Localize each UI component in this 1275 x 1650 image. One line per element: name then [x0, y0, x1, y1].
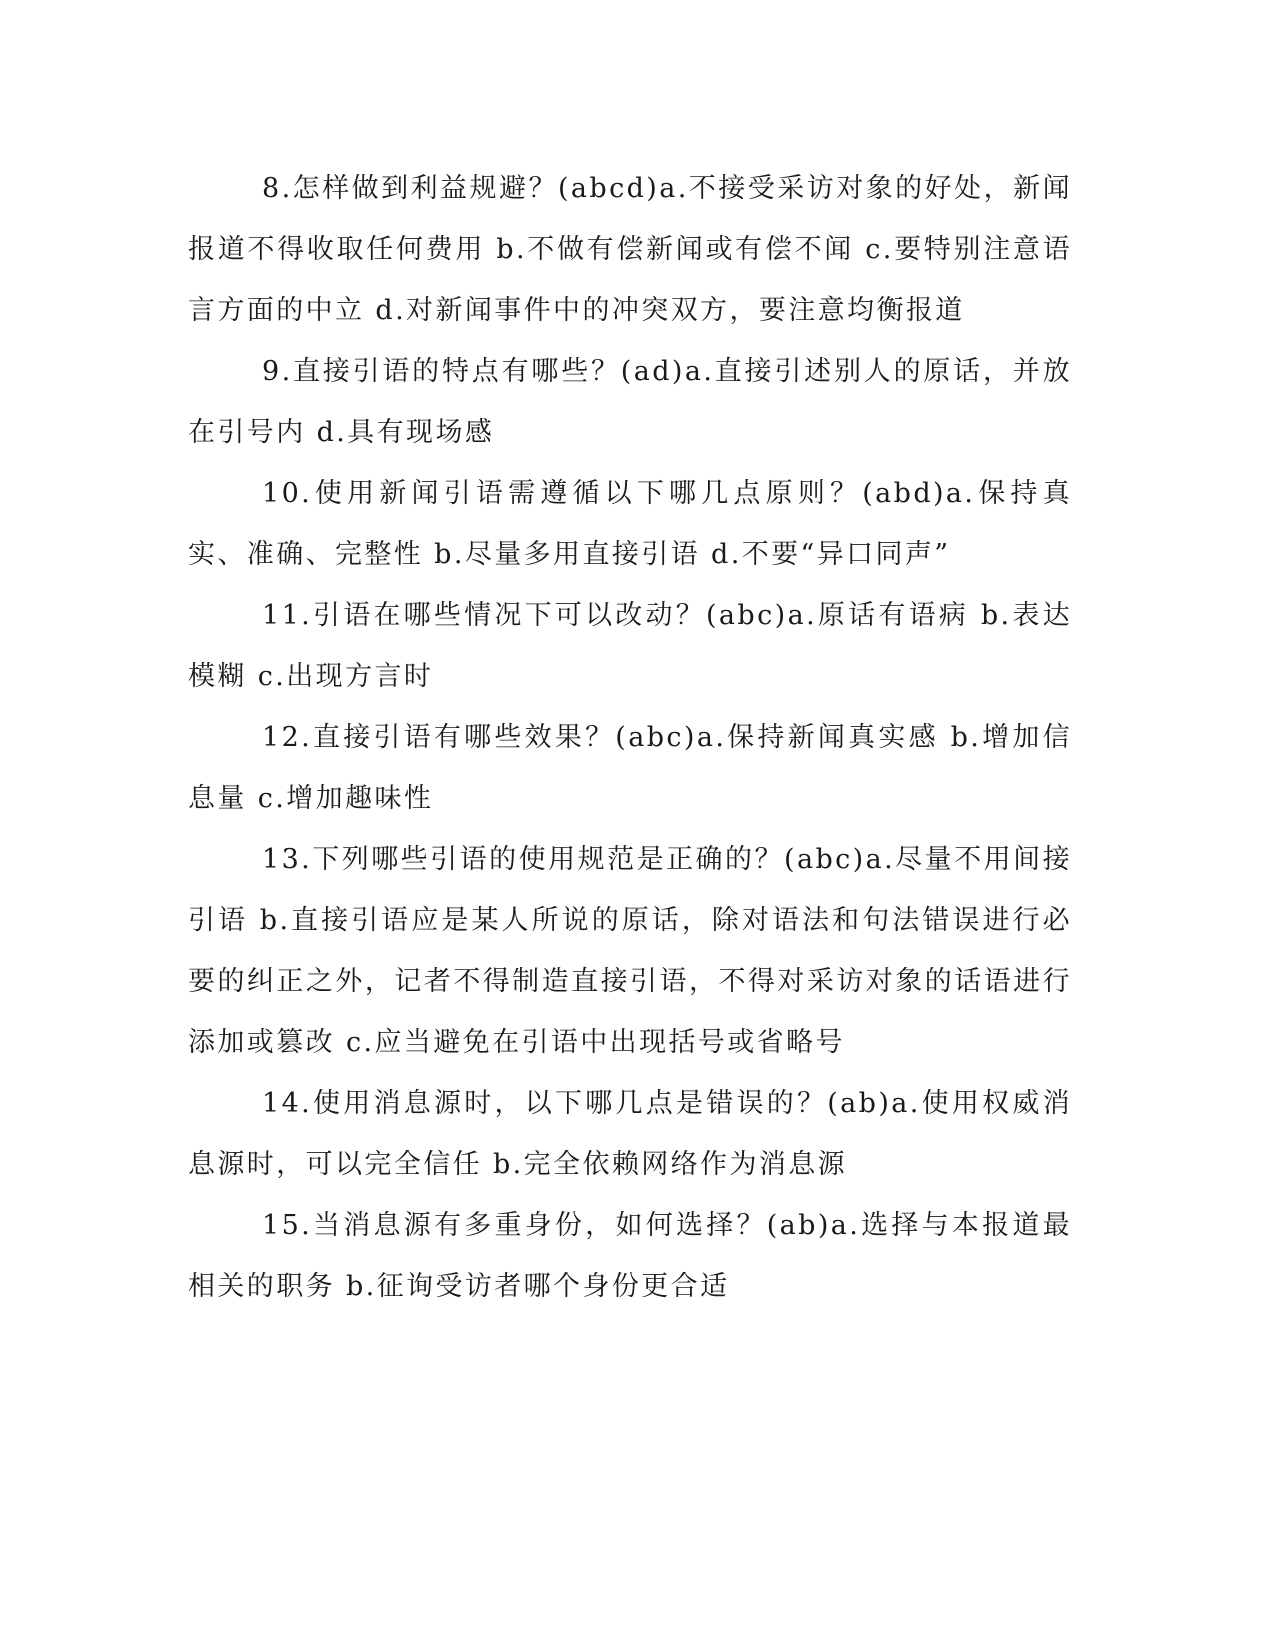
question-14: 14.使用消息源时，以下哪几点是错误的？(ab)a.使用权威消息源时，可以完全信任 b.完全依赖网络作为消息源: [188, 1088, 1072, 1180]
question-8: 8.怎样做到利益规避？(abcd)a.不接受采访对象的好处，新闻报道不得收取任何费用 b.不做有偿新闻或有偿不闻 c.要特别注意语言方面的中立 d.对新闻事件中的冲突双方，要注意均衡报道: [188, 173, 1072, 326]
document-body: [188, 158, 1072, 1317]
question-9: 9.直接引语的特点有哪些？(ad)a.直接引述别人的原话，并放在引号内 d.具有现场感: [188, 356, 1072, 448]
question-13: 13.下列哪些引语的使用规范是正确的？(abc)a.尽量不用间接引语 b.直接引语应是某人所说的原话，除对语法和句法错误进行必要的纠正之外，记者不得制造直接引语，不得对采访对象的话语进行添加或篡改 c.应当避免在引语中出现括号或省略号: [188, 844, 1072, 1058]
question-15: 15.当消息源有多重身份，如何选择？(ab)a.选择与本报道最相关的职务 b.征询受访者哪个身份更合适: [188, 1210, 1072, 1302]
question-12: 12.直接引语有哪些效果？(abc)a.保持新闻真实感 b.增加信息量 c.增加趣味性: [188, 722, 1072, 814]
question-10: 10.使用新闻引语需遵循以下哪几点原则？(abd)a.保持真实、准确、完整性 b.尽量多用直接引语 d.不要“异口同声”: [188, 478, 1072, 570]
question-11: 11.引语在哪些情况下可以改动？(abc)a.原话有语病 b.表达模糊 c.出现方言时: [188, 600, 1072, 692]
